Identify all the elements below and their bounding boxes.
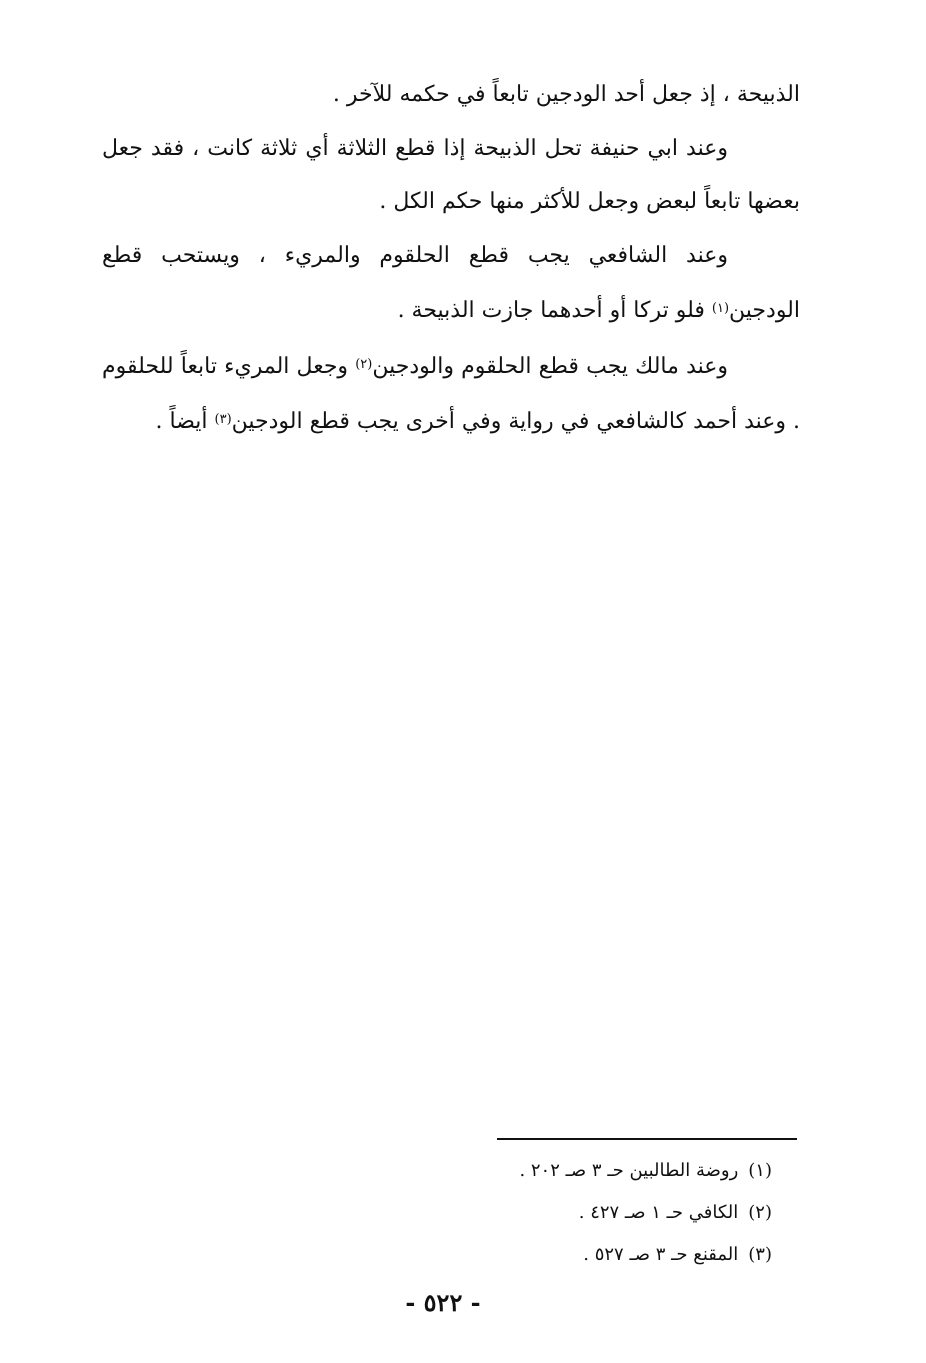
footnote-reference: (٢): [355, 356, 373, 372]
footnote-reference: (٣): [214, 412, 232, 427]
footnote-separator: [497, 1138, 797, 1140]
paragraph: [102, 68, 800, 122]
footnote-item: [400, 1192, 772, 1234]
footnote-number: (٢): [748, 1202, 772, 1223]
paragraph-text: أيضاً .: [155, 409, 215, 434]
footnote-text: المقنع حـ ٣ صـ ٥٢٧ .: [583, 1244, 739, 1265]
main-text: [102, 68, 800, 449]
paragraph: [102, 338, 800, 449]
footnote-item: [400, 1150, 772, 1192]
paragraph: [102, 229, 800, 338]
footnotes-section: [400, 1150, 772, 1276]
paragraph-text: وعند الشافعي يجب قطع الحلقوم والمريء ، ويستحب قطع الودجين: [102, 242, 800, 323]
footnote-number: (١): [748, 1160, 772, 1181]
footnote-text: روضة الطالبين حـ ٣ صـ ٢٠٢ .: [519, 1160, 739, 1181]
page-number: - ٥٢٢ -: [405, 1288, 481, 1317]
footnote-reference: (١): [711, 301, 730, 316]
paragraph-text: الذبيحة ، إذ جعل أحد الودجين تابعاً في حكمه للآخر .: [332, 82, 800, 107]
paragraph-text: وعند ابي حنيفة تحل الذبيحة إذا قطع الثلاثة أي ثلاثة كانت ، فقد جعل بعضها تابعاً لبعض وجعل للأكثر منها حكم الكل .: [102, 135, 800, 214]
paragraph-text: وعند مالك يجب قطع الحلقوم والودجين: [372, 353, 729, 379]
paragraph-text: فلو تركا أو أحدهما جازت الذبيحة .: [397, 298, 712, 323]
paragraph: [102, 122, 800, 229]
footnote-text: الكافي حـ ١ صـ ٤٢٧ .: [578, 1202, 739, 1223]
footnote-number: (٣): [748, 1244, 772, 1265]
footnote-item: [400, 1234, 772, 1276]
paragraph-text: وجعل المريء تابعاً للحلقوم . وعند أحمد كالشافعي في رواية وفي أخرى يجب قطع الودجين: [102, 353, 800, 434]
